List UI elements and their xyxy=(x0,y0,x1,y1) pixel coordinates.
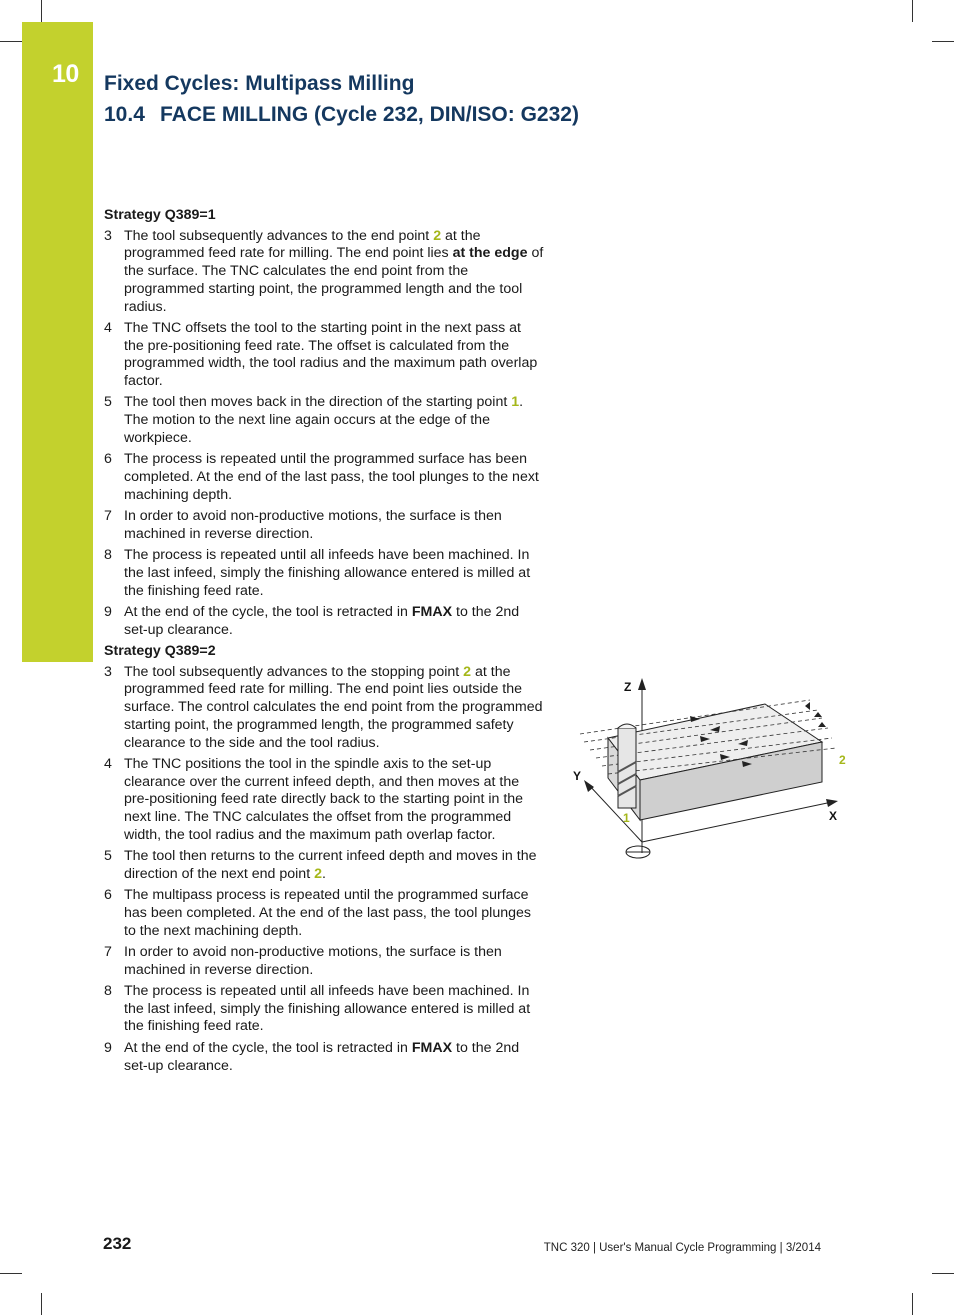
crop-mark xyxy=(0,1273,22,1274)
face-milling-diagram xyxy=(560,672,860,872)
step-text: The multipass process is repeated until the programmed surface has been completed. At the end of the last pass, the tool plunges to the next machining depth. xyxy=(124,887,531,939)
list-item xyxy=(104,983,544,1036)
list-item xyxy=(104,887,544,940)
strategy2-steps xyxy=(104,664,544,1076)
step-number: 8 xyxy=(104,983,112,1000)
footer-text: TNC 320 | User's Manual Cycle Programming | 3/2014 xyxy=(543,1242,821,1254)
list-item xyxy=(104,508,544,543)
step-number: 5 xyxy=(104,394,112,411)
list-item xyxy=(104,664,544,753)
step-number: 9 xyxy=(104,1039,112,1056)
step-number: 4 xyxy=(104,319,112,336)
step-text: The TNC offsets the tool to the starting point in the next pass at the pre-positioning feed rate. The offset is calculated from the programmed width, the tool radius and the maximum path overlap factor. xyxy=(124,319,538,390)
emphasis-text: at the edge xyxy=(452,245,528,262)
crop-mark xyxy=(932,41,954,42)
step-text: The process is repeated until the programmed surface has been completed. At the end of the last pass, the tool plunges to the next machining depth. xyxy=(124,451,539,503)
section-title xyxy=(104,103,579,127)
step-text: of the surface. The TNC calculates the end point from the programmed starting point, the programmed length and the tool radius. xyxy=(124,245,544,315)
z-axis-label: Z xyxy=(624,680,632,694)
list-item xyxy=(104,944,544,979)
y-axis-label: Y xyxy=(573,769,582,783)
step-text: The tool subsequently advances to the stopping point xyxy=(124,663,464,680)
step-number: 8 xyxy=(104,547,112,564)
step-text: to the 2nd set-up clearance. xyxy=(124,603,520,638)
main-content xyxy=(104,207,544,1079)
list-item xyxy=(104,451,544,504)
list-item xyxy=(104,394,544,447)
step-number: 7 xyxy=(104,943,112,960)
step-number: 9 xyxy=(104,603,112,620)
step-text: at the programmed feed rate for milling. The end point lies xyxy=(124,227,481,262)
crop-mark xyxy=(932,1273,954,1274)
step-text: at the programmed feed rate for milling. The end point lies outside the surface. The control calculates the end point from the programmed starting point, the programmed length, the programmed safety clearance to the side and the tool radius. xyxy=(124,663,543,751)
step-text: At the end of the cycle, the tool is retracted in xyxy=(124,1039,412,1056)
list-item xyxy=(104,848,544,883)
step-text: to the 2nd set-up clearance. xyxy=(124,1039,520,1074)
crop-mark xyxy=(41,1293,42,1315)
crop-mark xyxy=(0,41,22,42)
step-number: 3 xyxy=(104,227,112,244)
list-item xyxy=(104,320,544,391)
step-text: The TNC positions the tool in the spindle axis to the set-up clearance over the current infeed depth, and then moves at the pre-positioning feed rate directly back to the starting point in the next line. The TNC calculates the offset from the programmed width, the tool radius and the maximum path overlap factor. xyxy=(124,755,524,843)
step-text: The tool then moves back in the direction of the starting point xyxy=(124,394,512,411)
strategy1-steps xyxy=(104,228,544,640)
step-text: At the end of the cycle, the tool is retracted in xyxy=(124,603,412,620)
strategy1-heading: Strategy Q389=1 xyxy=(104,207,216,223)
point-1-label: 1 xyxy=(623,811,630,825)
step-text: The tool then returns to the current infeed depth and moves in the direction of the next end point xyxy=(124,848,537,882)
page-number: 232 xyxy=(103,1234,132,1253)
crop-mark xyxy=(912,1293,913,1315)
step-number: 3 xyxy=(104,663,112,680)
step-text: The process is repeated until all infeeds have been machined. In the last infeed, simply the finishing allowance entered is milled at the finishing feed rate. xyxy=(124,547,531,599)
step-number: 7 xyxy=(104,508,112,524)
point-reference: 2 xyxy=(433,227,442,244)
strategy2-heading: Strategy Q389=2 xyxy=(104,642,216,659)
section-number: 10.4 xyxy=(104,103,145,126)
step-text: The tool subsequently advances to the end point xyxy=(124,227,434,244)
z-axis-arrow xyxy=(638,678,646,690)
list-item xyxy=(104,228,544,317)
step-number: 4 xyxy=(104,755,112,772)
point-reference: 1 xyxy=(511,394,520,411)
chapter-number: 10 xyxy=(52,60,79,88)
milling-tool xyxy=(618,724,636,808)
crop-mark xyxy=(41,0,42,22)
y-axis-arrow xyxy=(584,780,594,792)
list-item xyxy=(104,604,544,639)
step-number: 6 xyxy=(104,887,112,904)
step-number: 6 xyxy=(104,451,112,468)
face-milling-figure xyxy=(560,672,860,872)
step-text: The process is repeated until all infeeds have been machined. In the last infeed, simply the finishing allowance entered is milled at the finishing feed rate. xyxy=(124,983,531,1035)
crop-mark xyxy=(912,0,913,22)
list-item xyxy=(104,756,544,845)
chapter-sidebar-tab xyxy=(22,22,93,662)
section-title-text: FACE MILLING (Cycle 232, DIN/ISO: G232) xyxy=(160,103,579,126)
x-axis-arrow xyxy=(826,799,838,807)
step-number: 5 xyxy=(104,848,112,865)
emphasis-text: FMAX xyxy=(411,603,453,620)
emphasis-text: FMAX xyxy=(411,1039,453,1056)
step-text: . xyxy=(321,865,326,882)
point-reference: 2 xyxy=(463,663,472,680)
x-axis-label: X xyxy=(829,809,838,823)
step-text: In order to avoid non-productive motions, the surface is then machined in reverse direction. xyxy=(124,943,502,978)
step-text: . The motion to the next line again occurs at the edge of the workpiece. xyxy=(124,394,524,446)
list-item xyxy=(104,1040,544,1075)
point-2-label: 2 xyxy=(839,753,846,767)
list-item xyxy=(104,547,544,600)
point-reference: 2 xyxy=(314,865,322,882)
step-text: In order to avoid non-productive motions, the surface is then machined in reverse direction. xyxy=(124,508,502,542)
chapter-title: Fixed Cycles: Multipass Milling xyxy=(104,72,415,95)
